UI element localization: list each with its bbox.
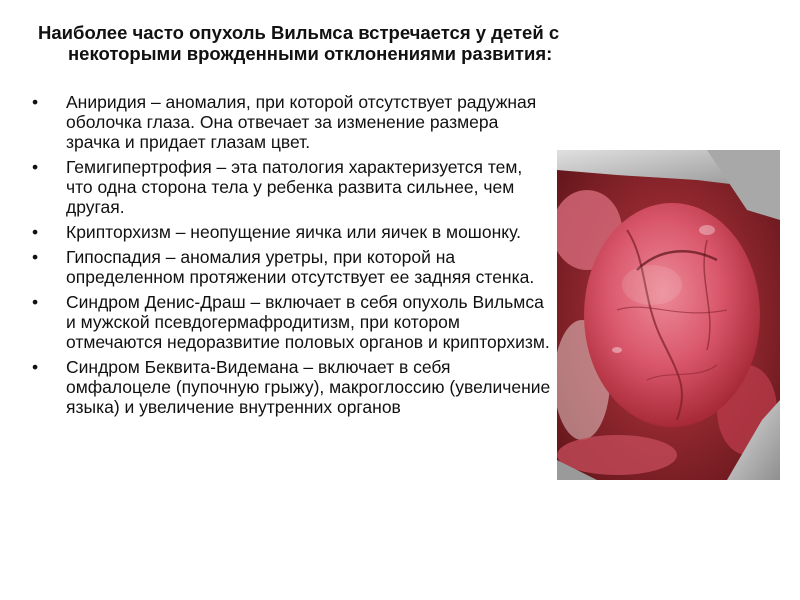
intraoperative-tumor-photo <box>557 150 780 480</box>
tumor-photo-illustration <box>557 150 780 480</box>
list-item-text: Синдром Денис-Драш – включает в себя опухоль Вильмса и мужской псевдогермафродитизм, при котором отмечаются недоразвитие половых органов и крипторхизм. <box>66 292 550 352</box>
bullet-icon: • <box>32 357 39 377</box>
bullet-icon: • <box>32 157 39 177</box>
list-item <box>32 222 552 242</box>
list-item <box>32 247 552 287</box>
slide-heading: Наиболее часто опухоль Вильмса встречается у детей с некоторыми врожденными отклонениями развития: <box>38 22 560 64</box>
list-item-text: Гипоспадия – аномалия уретры, при которой на определенном протяжении отсутствует ее задняя стенка. <box>66 247 535 287</box>
list-item-text: Гемигипертрофия – эта патология характеризуется тем, что одна сторона тела у ребенка развита сильнее, чем другая. <box>66 157 523 217</box>
bullet-icon: • <box>32 292 39 312</box>
list-item <box>32 292 552 352</box>
bullet-icon: • <box>32 222 39 242</box>
list-item <box>32 357 552 417</box>
list-item-text: Крипторхизм – неопущение яичка или яичек в мошонку. <box>66 222 521 242</box>
list-item-text: Аниридия – аномалия, при которой отсутствует радужная оболочка глаза. Она отвечает за изменение размера зрачка и придает глазам цвет. <box>66 92 537 152</box>
bullet-list <box>32 92 552 422</box>
list-item-text: Синдром Беквита-Видемана – включает в себя омфалоцеле (пупочную грыжу), макроглоссию (увеличение языка) и увеличение внутренних органов <box>66 357 551 417</box>
list-item <box>32 157 552 217</box>
bullet-icon: • <box>32 247 39 267</box>
bullet-icon: • <box>32 92 39 112</box>
list-item <box>32 92 552 152</box>
